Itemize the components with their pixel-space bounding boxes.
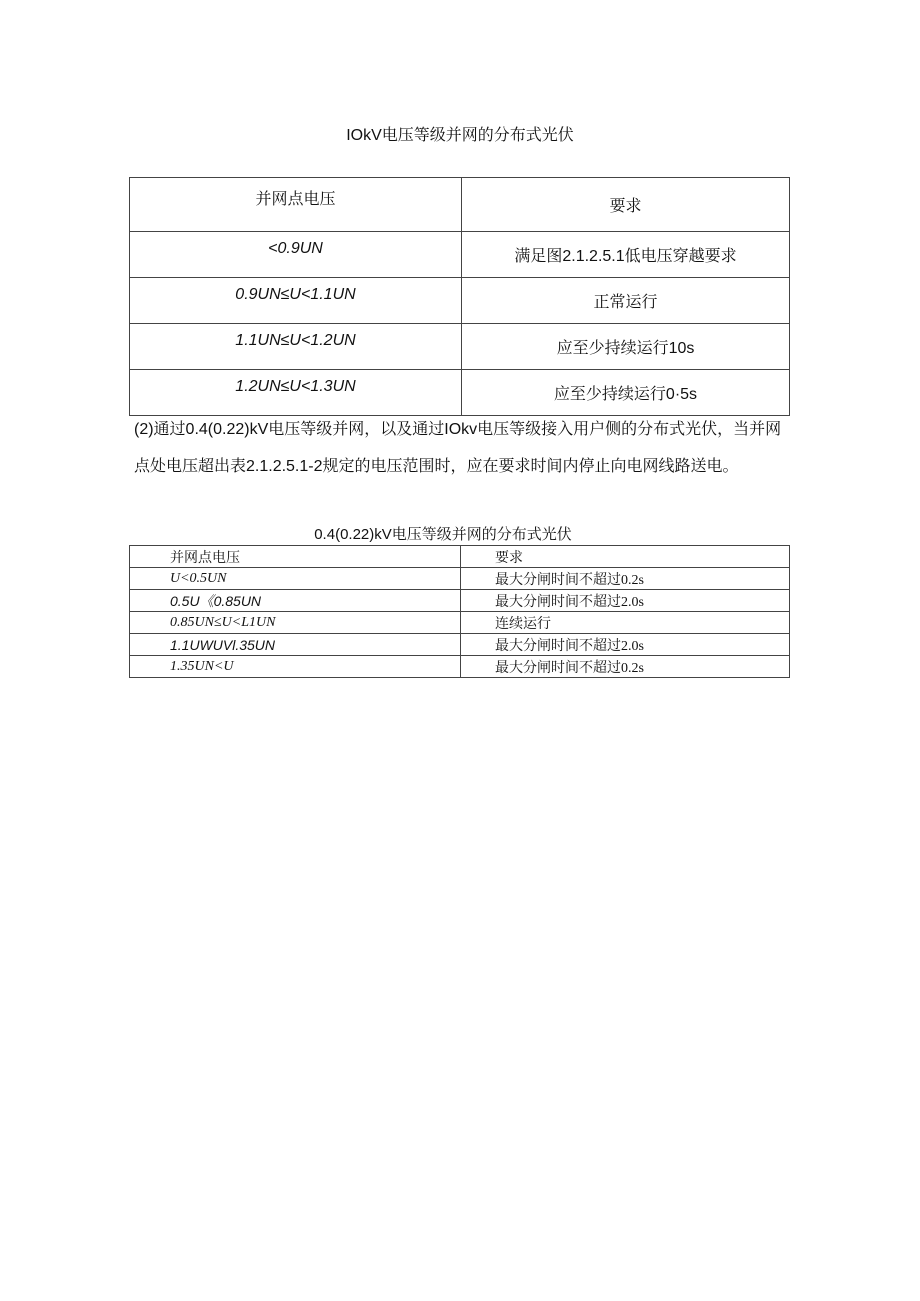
voltage-range-cell: U<0.5UN <box>130 568 461 590</box>
header-cell-requirement: 要求 <box>461 546 790 568</box>
requirement-cell: 满足图2.1.2.5.1低电压穿越要求 <box>462 232 790 278</box>
voltage-range-cell: <0.9UN <box>268 240 323 257</box>
table-row <box>130 590 790 612</box>
table2-title: 0.4(0.22)kV电压等级并网的分布式光伏 <box>314 526 572 543</box>
voltage-range-cell: 1.2UN≤U<1.3UN <box>235 378 356 395</box>
header-cell-voltage: 并网点电压 <box>130 546 461 568</box>
voltage-range-cell: 0.5U《0.85UN <box>130 590 461 612</box>
voltage-range-cell: 1.1UN≤U<1.2UN <box>235 332 356 349</box>
grid-voltage-table-04kv <box>129 545 790 678</box>
voltage-range-cell: 0.85UN≤U<L1UN <box>130 612 461 634</box>
table-header-row <box>130 546 790 568</box>
table-row <box>130 634 790 656</box>
header-cell-voltage: 并网点电压 <box>130 178 462 232</box>
table-row <box>130 278 790 324</box>
requirement-cell: 最大分闸时间不超过0.2s <box>461 656 790 678</box>
requirement-cell: 应至少持续运行10s <box>462 324 790 370</box>
table-row <box>130 568 790 590</box>
table-row <box>130 370 790 416</box>
table-header-row <box>130 178 790 232</box>
header-cell-requirement: 要求 <box>462 178 790 232</box>
requirement-cell: 连续运行 <box>461 612 790 634</box>
requirement-cell: 正常运行 <box>462 278 790 324</box>
table-row <box>130 612 790 634</box>
requirement-cell: 最大分闸时间不超过0.2s <box>461 568 790 590</box>
voltage-range-cell: 1.1UWUVl.35UN <box>130 634 461 656</box>
table1-title: IOkV电压等级并网的分布式光伏 <box>346 127 574 144</box>
table-row <box>130 324 790 370</box>
voltage-range-cell: 1.35UN<U <box>130 656 461 678</box>
body-paragraph: (2)通过0.4(0.22)kV电压等级并网，以及通过IOkv电压等级接入用户侧的分布式光伏，当并网点处电压超出表2.1.2.5.1-2规定的电压范围时，应在要求时间内停止向电网线路送电。 <box>134 421 782 475</box>
table-row <box>130 656 790 678</box>
grid-voltage-table-10kv <box>129 177 790 416</box>
requirement-cell: 最大分闸时间不超过2.0s <box>461 590 790 612</box>
table-row <box>130 232 790 278</box>
requirement-cell: 最大分闸时间不超过2.0s <box>461 634 790 656</box>
requirement-cell: 应至少持续运行0·5s <box>462 370 790 416</box>
voltage-range-cell: 0.9UN≤U<1.1UN <box>235 286 356 303</box>
